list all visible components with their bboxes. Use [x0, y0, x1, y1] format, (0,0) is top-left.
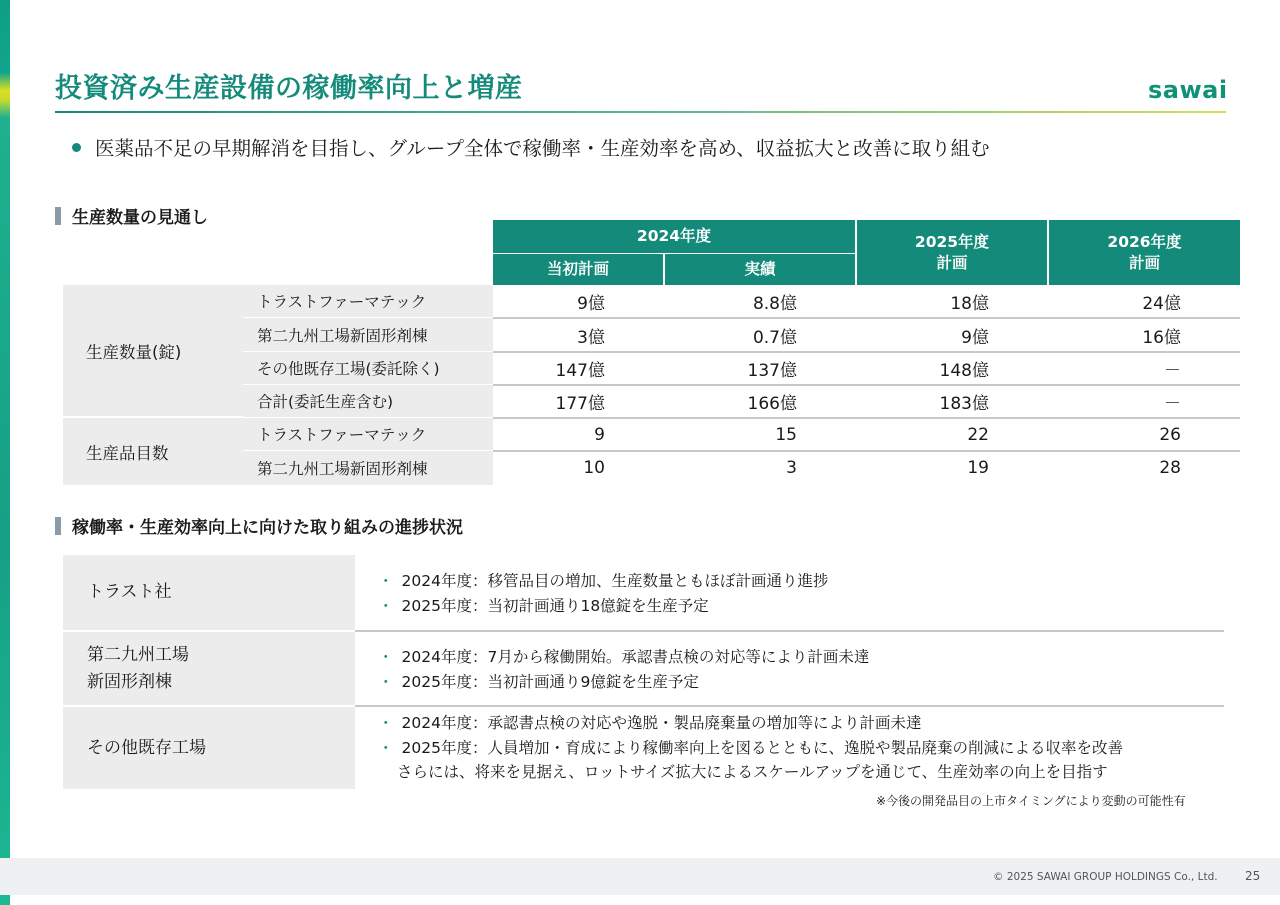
- bullet-icon: ・: [378, 672, 394, 691]
- cell-plan2026: 16億: [1142, 327, 1181, 348]
- header-2026-year: 2026年度: [1107, 232, 1182, 251]
- cell-plan2026: －: [1164, 361, 1181, 381]
- row-divider: [355, 705, 1224, 707]
- progress-item-continuation: さらには、将来を見据え、ロットサイズ拡大によるスケールアップを通じて、生産効率の向上を目指す: [397, 763, 1108, 781]
- header-2026: [1049, 220, 1240, 285]
- row-label: 第二九州工場新固形剤棟: [243, 451, 493, 485]
- cell-plan2024: 3億: [577, 327, 605, 348]
- row-label: トラストファーマテック: [243, 285, 493, 318]
- cell-plan2024: 9億: [577, 294, 605, 314]
- progress-items: [378, 711, 1123, 785]
- cell-plan2025: 9億: [961, 327, 989, 348]
- progress-item-text: 2024年度：承認書点検の対応や逸脱・製品廃棄量の増加等により計画未達: [401, 714, 922, 732]
- cell-plan2026: 26: [1159, 424, 1181, 445]
- production-section-heading: [55, 203, 208, 228]
- progress-section-heading: [55, 513, 463, 538]
- progress-item: [378, 711, 1123, 736]
- cell-plan2025: 183億: [939, 394, 989, 414]
- progress-items: [378, 645, 869, 694]
- progress-item: [378, 569, 828, 594]
- header-2024: 2024年度: [493, 220, 855, 253]
- header-initial-plan: 当初計画: [493, 254, 663, 285]
- bullet-icon: ・: [378, 572, 394, 590]
- header-2025: [857, 220, 1047, 285]
- progress-category-text: トラスト社: [87, 582, 172, 602]
- bullet-icon: ・: [378, 648, 394, 666]
- category-production-volume: 生産数量(錠): [63, 285, 243, 417]
- sawai-logo: sawai: [1148, 76, 1228, 104]
- cell-plan2026: 28: [1159, 458, 1181, 478]
- cell-plan2026: 24億: [1142, 294, 1181, 314]
- section-marker-icon: [55, 207, 61, 225]
- bullet-icon: ・: [378, 738, 394, 757]
- row-divider: [355, 630, 1224, 632]
- progress-items: [378, 569, 828, 618]
- cell-plan2026: －: [1164, 394, 1181, 414]
- header-2025-plan: 計画: [936, 253, 968, 272]
- cell-plan2025: 148億: [939, 361, 989, 381]
- bullet-icon: ・: [378, 714, 394, 732]
- header-actual: 実績: [665, 254, 855, 285]
- copyright: © 2025 SAWAI GROUP HOLDINGS Co., Ltd.: [993, 871, 1218, 883]
- cell-plan2024: 9: [594, 424, 605, 445]
- cell-plan2025: 22: [967, 424, 989, 445]
- progress-category-text: 第二九州工場: [87, 644, 189, 665]
- progress-item: [378, 736, 1123, 761]
- progress-item: [378, 670, 869, 695]
- production-heading-text: 生産数量の見通し: [72, 208, 208, 228]
- progress-item-text: 2024年度：7月から稼働開始。承認書点検の対応等により計画未達: [401, 648, 870, 666]
- progress-item-text: 2025年度：人員増加・育成により稼働率向上を図るとともに、逸脱や製品廃棄の削減による収率を改善: [401, 738, 1123, 757]
- cell-plan2024: 147億: [555, 361, 605, 381]
- cell-actual2024: 15: [775, 424, 797, 445]
- cell-actual2024: 8.8億: [752, 294, 797, 314]
- progress-category: [63, 555, 355, 630]
- progress-category: [63, 707, 355, 789]
- title-divider: [55, 111, 1226, 113]
- cell-actual2024: 137億: [747, 361, 797, 381]
- footnote: ※今後の開発品目の上市タイミングにより変動の可能性有: [876, 794, 1186, 808]
- cell-plan2025: 19: [967, 458, 989, 478]
- cell-actual2024: 3: [786, 458, 797, 478]
- lead-text: 医薬品不足の早期解消を目指し、グループ全体で稼働率・生産効率を高め、収益拡大と改善に取り組む: [95, 137, 990, 160]
- header-2026-plan: 計画: [1128, 253, 1160, 272]
- cell-actual2024: 166億: [747, 394, 797, 414]
- cell-actual2024: 0.7億: [752, 327, 797, 348]
- lead-statement: [72, 133, 990, 161]
- progress-item-text: 2025年度：当初計画通り9億錠を生産予定: [401, 672, 699, 691]
- cell-plan2025: 18億: [950, 294, 989, 314]
- row-label: その他既存工場(委託除く): [243, 352, 493, 385]
- progress-item: [378, 645, 869, 670]
- section-marker-icon: [55, 517, 61, 535]
- page-title: 投資済み生産設備の稼働率向上と増産: [55, 73, 523, 104]
- bullet-dot-icon: [72, 143, 81, 152]
- progress-category-text-line2: 新固形剤棟: [87, 671, 172, 692]
- cell-plan2024: 10: [583, 458, 605, 478]
- row-label: 第二九州工場新固形剤棟: [243, 318, 493, 352]
- bullet-icon: ・: [378, 596, 394, 615]
- progress-heading-text: 稼働率・生産効率向上に向けた取り組みの進捗状況: [72, 518, 463, 538]
- cell-plan2024: 177億: [555, 394, 605, 414]
- progress-item: [378, 594, 828, 619]
- row-label: 合計(委託生産含む): [243, 385, 493, 418]
- row-label: トラストファーマテック: [243, 418, 493, 451]
- page-number: 25: [1245, 869, 1261, 883]
- progress-category: [63, 632, 355, 705]
- progress-category-text: その他既存工場: [87, 737, 206, 758]
- progress-item-text: 2024年度：移管品目の増加、生産数量ともほぼ計画通り進捗: [401, 572, 829, 590]
- header-2025-year: 2025年度: [914, 232, 990, 251]
- category-item-count: 生産品目数: [63, 418, 243, 485]
- left-accent-bar: [0, 0, 10, 905]
- progress-item-text: 2025年度：当初計画通り18億錠を生産予定: [401, 596, 709, 615]
